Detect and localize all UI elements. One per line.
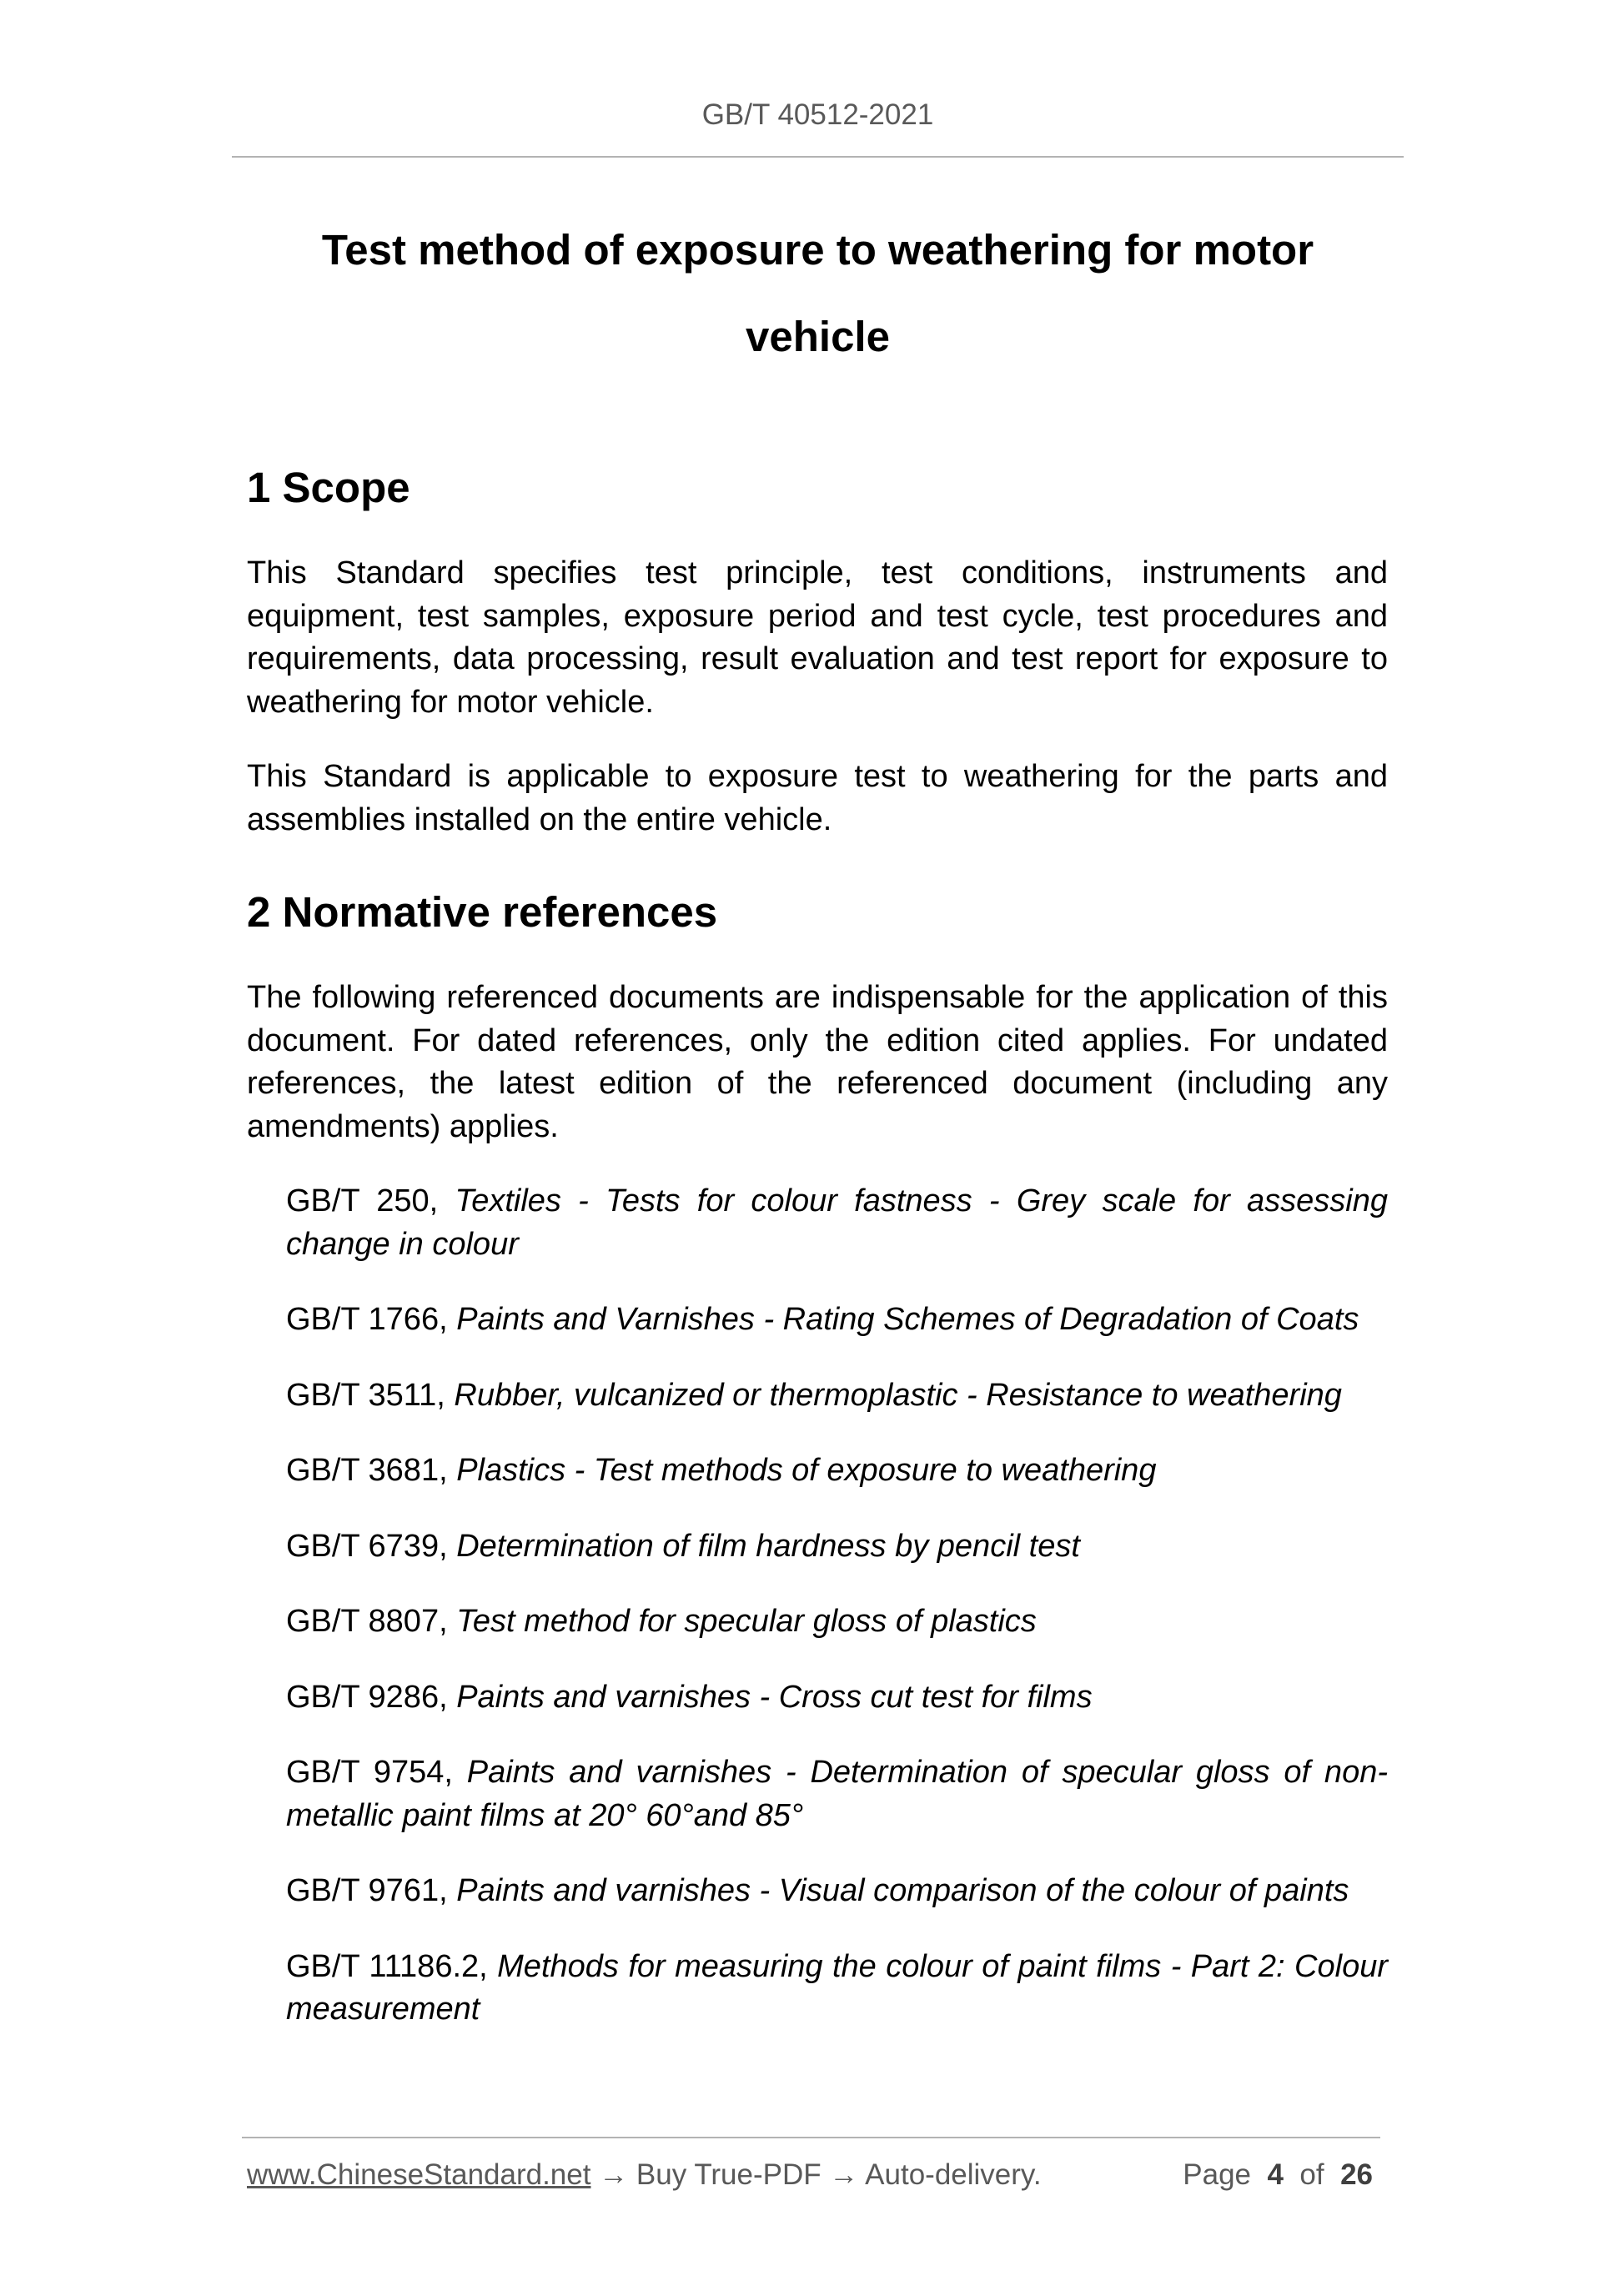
page-label: Page [1183,2158,1252,2191]
reference-title: Paints and Varnishes - Rating Schemes of Degradation of Coats [456,1302,1359,1337]
reference-title: Test method for specular gloss of plastics [456,1604,1037,1639]
title-line-2: vehicle [746,313,890,360]
reference-title: Paints and varnishes - Determination of specular gloss of non-metallic paint films at 20° 60°and 85° [286,1755,1388,1833]
page-total: 26 [1340,2158,1373,2191]
reference-code: GB/T 9761, [286,1873,457,1908]
title-line-1: Test method of exposure to weathering for motor [321,226,1314,274]
footer-tagline: → Buy True-PDF → Auto-delivery. [590,2158,1042,2191]
reference-item [286,1525,1388,1569]
reference-item [286,1180,1388,1266]
reference-title: Paints and varnishes - Cross cut test for films [456,1679,1093,1715]
reference-title: Textiles - Tests for colour fastness - Grey scale for assessing change in colour [286,1183,1389,1262]
reference-code: GB/T 8807, [286,1604,457,1639]
section-heading-scope: 1 Scope [247,464,410,511]
scope-paragraph-1: This Standard specifies test principle, test conditions, instruments and equipment, test samples, exposure period and test cycle, test procedures and requirements, data processing, result evaluation and test report for exposure to weathering for motor vehicle. [247,555,1388,720]
reference-item [286,1676,1388,1720]
page-of-label: of [1299,2158,1324,2191]
reference-item [286,1870,1388,1913]
site-link[interactable]: www.ChineseStandard.net [247,2158,591,2191]
reference-title: Rubber, vulcanized or thermoplastic - Resistance to weathering [454,1377,1342,1413]
reference-item [286,1374,1388,1418]
reference-item [286,1946,1388,2032]
header-divider [232,156,1404,158]
reference-code: GB/T 3511, [286,1377,455,1413]
reference-code: GB/T 250, [286,1183,455,1218]
reference-code: GB/T 11186.2, [286,1948,498,1984]
section-heading-normative-references: 2 Normative references [247,888,718,936]
reference-item [286,1600,1388,1644]
reference-title: Paints and varnishes - Visual comparison of the colour of paints [456,1873,1349,1908]
page-footer [247,2158,1381,2192]
normative-references-intro: The following referenced documents are indispensable for the application of this document. For dated references, only the edition cited applies. For undated references, the latest edition of the referenced document (including any amendments) applies. [247,980,1388,1144]
scope-paragraph-2: This Standard is applicable to exposure test to weathering for the parts and assemblies installed on the entire vehicle. [247,759,1388,837]
page-current: 4 [1267,2158,1284,2191]
reference-item [286,1449,1388,1493]
reference-title: Determination of film hardness by pencil test [456,1528,1080,1564]
running-header: GB/T 40512-2021 [701,98,934,131]
document-title [232,207,1404,380]
reference-title: Methods for measuring the colour of paint films - Part 2: Colour measurement [286,1948,1388,2027]
page-indicator [1183,2158,1373,2192]
reference-list [286,1180,1388,2032]
reference-title: Plastics - Test methods of exposure to weathering [456,1453,1157,1488]
reference-code: GB/T 9286, [286,1679,457,1715]
reference-code: GB/T 6739, [286,1528,457,1564]
reference-code: GB/T 1766, [286,1302,457,1337]
document-body [247,459,1388,2064]
footer-divider [242,2137,1380,2138]
reference-code: GB/T 9754, [286,1755,467,1790]
reference-item [286,1299,1388,1342]
reference-code: GB/T 3681, [286,1453,457,1488]
reference-item [286,1751,1388,1837]
